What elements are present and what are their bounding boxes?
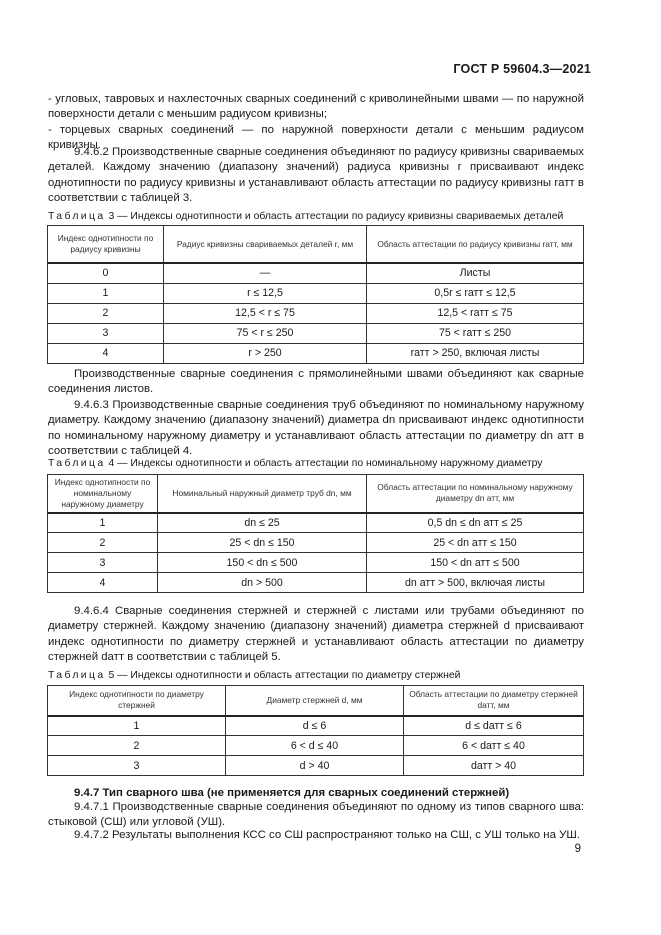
table-cell: 12,5 < r ≤ 75 [164, 303, 367, 323]
table-cell: d ≤ dатт ≤ 6 [404, 716, 584, 736]
document-header: ГОСТ Р 59604.3—2021 [453, 62, 591, 76]
table-cell: — [164, 263, 367, 283]
paragraph-9-4-6-3: 9.4.6.3 Производственные сварные соединения труб объединяют по номинальному наружному диаметру. Каждому значению (диапазону значений) диаметра dn присваивают индекс однотипности по номинальному наружному диаметру и устанавливают область аттестации по диаметру dn атт в соответствии с таблицей 4. [48, 399, 584, 457]
table3-header-cell: Область аттестации по радиусу кривизны rатт, мм [367, 226, 584, 264]
table-cell: dатт > 40 [404, 756, 584, 776]
paragraph-corner-joints: - угловых, тавровых и нахлесточных сварных соединений с криволинейными швами — по наружной поверхности детали с меньшим радиусом кривизны; [48, 93, 584, 121]
table4-caption-label: Таблица [48, 458, 106, 469]
table4-caption [48, 457, 543, 470]
table3-caption-text: 3 — Индексы однотипности и область аттестации по радиусу кривизны свариваемых деталей [108, 211, 564, 222]
table4-header-cell: Номинальный наружный диаметр труб dn, мм [158, 475, 367, 513]
table5 [47, 685, 584, 776]
table4 [47, 474, 584, 593]
paragraph-9-4-7-2: 9.4.7.2 Результаты выполнения КСС со СШ распространяют только на СШ, с УШ только на УШ. [74, 829, 580, 841]
table4-header-cell: Индекс однотипности по номинальному наружному диаметру [48, 475, 158, 513]
section-heading-9-4-7: 9.4.7 Тип сварного шва (не применяется для сварных соединений стержней) [74, 787, 510, 799]
table-row [48, 553, 584, 573]
table-row [48, 513, 584, 533]
table-cell: 25 < dn атт ≤ 150 [367, 533, 584, 553]
page-number: 9 [574, 843, 581, 855]
table-cell: 1 [48, 513, 158, 533]
table-cell: 75 < rатт ≤ 250 [367, 323, 584, 343]
table-row [48, 283, 584, 303]
table-cell: rатт > 250, включая листы [367, 343, 584, 363]
table-cell: Листы [367, 263, 584, 283]
table-cell: r > 250 [164, 343, 367, 363]
table-cell: 6 < dатт ≤ 40 [404, 736, 584, 756]
table-cell: 1 [48, 283, 164, 303]
table3-caption [48, 210, 563, 223]
table5-caption [48, 669, 460, 682]
paragraph-straight-welds: Производственные сварные соединения с прямолинейными швами объединяют как сварные соединения листов. [48, 368, 584, 396]
table-cell: 1 [48, 716, 226, 736]
table-cell: 2 [48, 736, 226, 756]
table-cell: 0,5 dn ≤ dn атт ≤ 25 [367, 513, 584, 533]
table-row [48, 716, 584, 736]
paragraph-butt-joints: - торцевых сварных соединений — по наружной поверхности детали с меньшим радиусом кривизны. [48, 124, 584, 152]
table-row [48, 303, 584, 323]
table-row [48, 323, 584, 343]
table-cell: 75 < r ≤ 250 [164, 323, 367, 343]
table-row [48, 736, 584, 756]
table-cell: 4 [48, 343, 164, 363]
table-row [48, 263, 584, 283]
table3-header-row [48, 226, 584, 264]
table-cell: 150 < dn атт ≤ 500 [367, 553, 584, 573]
table5-header-cell: Диаметр стержней d, мм [226, 686, 404, 716]
table-cell: 2 [48, 303, 164, 323]
table-cell: dn > 500 [158, 573, 367, 593]
table5-caption-text: 5 — Индексы однотипности и область аттестации по диаметру стержней [108, 670, 461, 681]
paragraph-9-4-6-4: 9.4.6.4 Сварные соединения стержней и стержней с листами или трубами объединяют по диаметру стержней. Каждому значению (диапазону значений) диаметра стержней d присваивают индекс однотипности по диаметру стержней и устанавливают область аттестации по диаметру стержней dатт в соответствии с таблицей 5. [48, 605, 584, 663]
table-row [48, 533, 584, 553]
table-cell: 2 [48, 533, 158, 553]
paragraph-9-4-6-2: 9.4.6.2 Производственные сварные соединения объединяют по радиусу кривизны свариваемых деталей. Каждому значению (диапазону значений) радиуса кривизны r присваивают индекс однотипности по радиусу кривизны и устанавливают область аттестации по радиусу кривизны rатт в соответствии с таблицей 3. [48, 146, 584, 204]
table-cell: d ≤ 6 [226, 716, 404, 736]
table4-caption-text: 4 — Индексы однотипности и область аттестации по номинальному наружному диаметру [108, 458, 543, 469]
table-cell: dn ≤ 25 [158, 513, 367, 533]
table5-header-cell: Область аттестации по диаметру стержней dатт, мм [404, 686, 584, 716]
table-cell: 3 [48, 553, 158, 573]
table-cell: 3 [48, 323, 164, 343]
table-row [48, 756, 584, 776]
table-cell: 0,5r ≤ rатт ≤ 12,5 [367, 283, 584, 303]
table-cell: 6 < d ≤ 40 [226, 736, 404, 756]
table3-header-cell: Индекс однотипности по радиусу кривизны [48, 226, 164, 264]
table4-header-cell: Область аттестации по номинальному наружному диаметру dn атт, мм [367, 475, 584, 513]
table5-caption-label: Таблица [48, 670, 106, 681]
table-cell: 25 < dn ≤ 150 [158, 533, 367, 553]
table-cell: d > 40 [226, 756, 404, 776]
table3-header-cell: Радиус кривизны свариваемых деталей r, мм [164, 226, 367, 264]
table5-header-row [48, 686, 584, 716]
paragraph-9-4-7-1: 9.4.7.1 Производственные сварные соединения объединяют по одному из типов сварного шва: стыковой (СШ) или угловой (УШ). [48, 801, 584, 829]
table-row [48, 343, 584, 363]
table3-caption-label: Таблица [48, 211, 106, 222]
table4-header-row [48, 475, 584, 513]
table-cell: 3 [48, 756, 226, 776]
table-cell: 150 < dn ≤ 500 [158, 553, 367, 573]
table3 [47, 225, 584, 364]
table-cell: 12,5 < rатт ≤ 75 [367, 303, 584, 323]
table-cell: dn атт > 500, включая листы [367, 573, 584, 593]
table-cell: 0 [48, 263, 164, 283]
table-row [48, 573, 584, 593]
table-cell: 4 [48, 573, 158, 593]
table5-header-cell: Индекс однотипности по диаметру стержней [48, 686, 226, 716]
table-cell: r ≤ 12,5 [164, 283, 367, 303]
